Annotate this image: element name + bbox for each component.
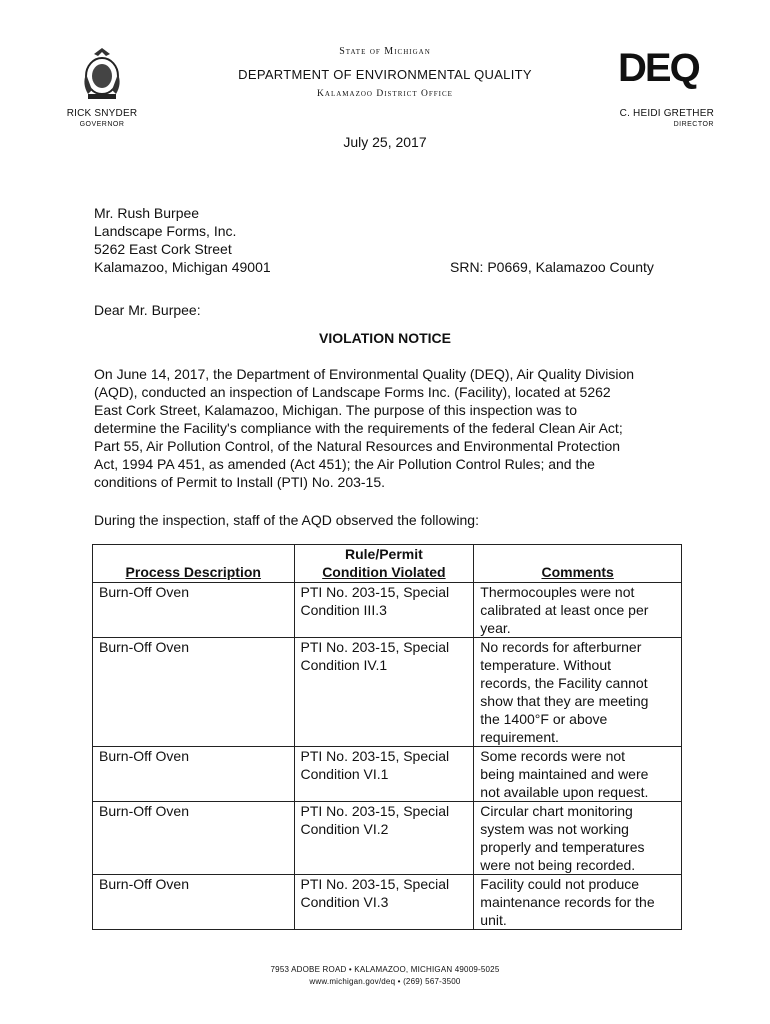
paragraph-line: determine the Facility's compliance with the requirements of the federal Clean Air Act; — [94, 420, 623, 436]
recipient-street: 5262 East Cork Street — [94, 241, 232, 257]
letter-date: July 25, 2017 — [343, 134, 427, 150]
rule-cell: PTI No. 203-15, Special Condition VI.1 — [294, 747, 474, 802]
comments-cell: Circular chart monitoring system was not working properly and temperatures were not being recorded. — [474, 802, 682, 875]
comments-cell: Facility could not produce maintenance records for the unit. — [474, 875, 682, 930]
rule-cell: PTI No. 203-15, Special Condition VI.3 — [294, 875, 474, 930]
comments-cell: Some records were not being maintained and were not available upon request. — [474, 747, 682, 802]
table-row — [93, 583, 682, 638]
process-cell: Burn-Off Oven — [93, 747, 295, 802]
paragraph-line: (AQD), conducted an inspection of Landscape Forms Inc. (Facility), located at 5262 — [94, 384, 611, 400]
governor-name: RICK SNYDER — [66, 108, 138, 119]
recipient-address — [94, 204, 271, 276]
process-cell: Burn-Off Oven — [93, 802, 295, 875]
srn-reference: SRN: P0669, Kalamazoo County — [450, 259, 654, 275]
process-cell: Burn-Off Oven — [93, 638, 295, 747]
paragraph-line: Part 55, Air Pollution Control, of the Natural Resources and Environmental Protection — [94, 438, 621, 454]
director-name: C. HEIDI GRETHER — [619, 108, 714, 119]
paragraph-line: Act, 1994 PA 451, as amended (Act 451); the Air Pollution Control Rules; and the — [94, 456, 595, 472]
inspection-paragraph — [94, 365, 694, 491]
observation-intro: During the inspection, staff of the AQD observed the following: — [94, 512, 479, 528]
state-heading: State of Michigan — [339, 46, 431, 57]
comments-cell: No records for afterburner temperature. Without records, the Facility cannot show that they are meeting the 1400°F or above requirement. — [474, 638, 682, 747]
table-row — [93, 802, 682, 875]
table-row — [93, 638, 682, 747]
recipient-city: Kalamazoo, Michigan 49001 — [94, 259, 271, 275]
header-process-description: Process Description — [93, 545, 295, 583]
deq-logo — [618, 46, 704, 90]
process-cell: Burn-Off Oven — [93, 875, 295, 930]
rule-cell: PTI No. 203-15, Special Condition IV.1 — [294, 638, 474, 747]
process-cell: Burn-Off Oven — [93, 583, 295, 638]
paragraph-line: conditions of Permit to Install (PTI) No. 203-15. — [94, 474, 386, 490]
department-heading: DEPARTMENT OF ENVIRONMENTAL QUALITY — [238, 67, 532, 82]
district-office-heading: Kalamazoo District Office — [317, 89, 453, 99]
recipient-name: Mr. Rush Burpee — [94, 205, 200, 221]
paragraph-line: On June 14, 2017, the Department of Environmental Quality (DEQ), Air Quality Division — [94, 366, 635, 382]
recipient-company: Landscape Forms, Inc. — [94, 223, 237, 239]
violations-table — [92, 544, 682, 930]
paragraph-line: East Cork Street, Kalamazoo, Michigan. The purpose of this inspection was to — [94, 402, 577, 418]
deq-logo-text: DEQ — [618, 46, 699, 90]
table-header-row — [93, 545, 682, 583]
director-title: DIRECTOR — [673, 121, 714, 128]
comments-cell: Thermocouples were not calibrated at least once per year. — [474, 583, 682, 638]
header-comments: Comments — [474, 545, 682, 583]
salutation: Dear Mr. Burpee: — [94, 302, 201, 318]
table-row — [93, 747, 682, 802]
governor-title: GOVERNOR — [79, 121, 125, 128]
header-rule-permit: Rule/Permit Condition Violated — [294, 545, 474, 583]
rule-cell: PTI No. 203-15, Special Condition VI.2 — [294, 802, 474, 875]
footer-contact: www.michigan.gov/deq • (269) 567-3500 — [309, 977, 461, 986]
notice-title: VIOLATION NOTICE — [319, 330, 451, 346]
footer-address: 7953 ADOBE ROAD • KALAMAZOO, MICHIGAN 49009-5025 — [270, 965, 500, 974]
rule-cell: PTI No. 203-15, Special Condition III.3 — [294, 583, 474, 638]
table-row — [93, 875, 682, 930]
